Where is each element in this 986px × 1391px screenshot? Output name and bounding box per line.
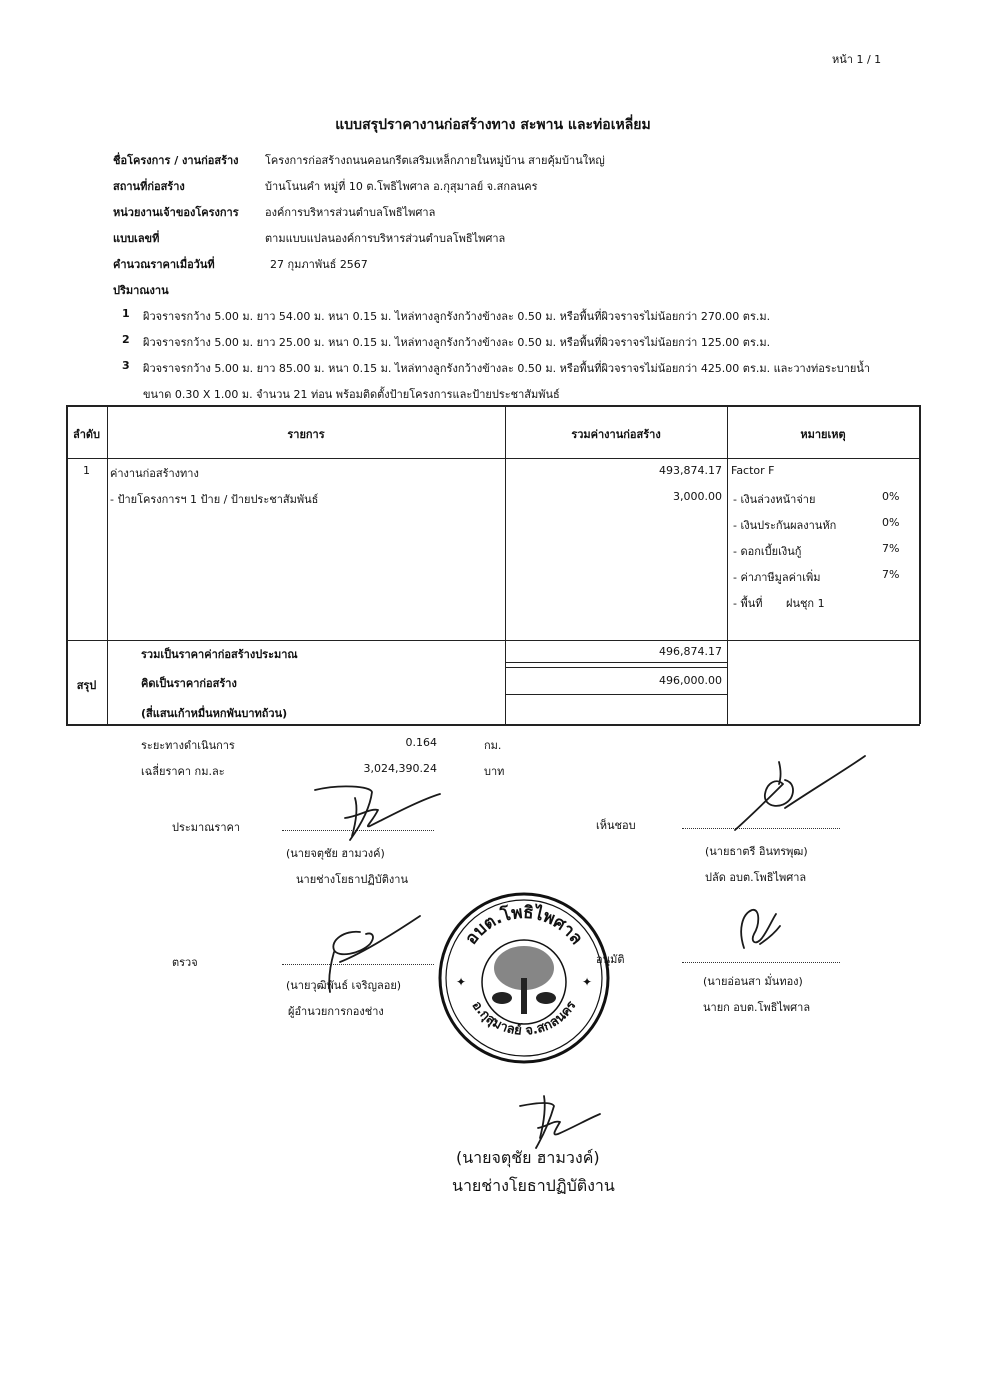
- header-item: รายการ: [287, 428, 325, 441]
- final-value: 496,000.00: [659, 674, 722, 687]
- page-number: หน้า 1 / 1: [832, 53, 882, 66]
- sum-label: รวมเป็นราคาค่าก่อสร้างประมาณ: [141, 648, 298, 661]
- authorize-label: อนุมัติ: [596, 953, 625, 966]
- signature-authorize: [730, 900, 790, 960]
- check-name: (นายวุฒิพันธ์ เจริญลอย): [286, 979, 402, 992]
- estimate-name: (นายจตุชัย ฮามวงค์): [286, 847, 385, 860]
- quantity-text: ผิวจราจรกว้าง 5.00 ม. ยาว 25.00 ม. หนา 0.15 ม. ไหล่ทางลูกรังกว้างข้างละ 0.50 ม. หรือพื้นที่ผิวจราจรไม่น้อยกว่า 125.00 ตร.ม.: [143, 336, 771, 349]
- document-title: แบบสรุปราคางานก่อสร้างทาง สะพาน และท่อเหลี่ยม: [335, 117, 651, 133]
- distance-unit: กม.: [484, 739, 502, 752]
- remark-label: - เงินล่วงหน้าจ่าย: [733, 493, 816, 506]
- sum-value: 496,874.17: [659, 645, 722, 658]
- estimate-position: นายช่างโยธาปฏิบัติงาน: [296, 873, 408, 886]
- avg-unit: บาท: [484, 765, 505, 778]
- info-label: ชื่อโครงการ / งานก่อสร้าง: [113, 154, 239, 167]
- approve-position: ปลัด อบต.โพธิไพศาล: [705, 871, 807, 884]
- check-position: ผู้อำนวยการกองช่าง: [288, 1005, 384, 1018]
- quantity-no: 3: [122, 359, 130, 372]
- svg-text:✦: ✦: [456, 975, 467, 989]
- remark-label: - ดอกเบี้ยเงินกู้: [733, 545, 802, 558]
- quantity-no: 2: [122, 333, 130, 346]
- seal-top-text: อบต.โพธิไพศาล: [461, 902, 587, 949]
- header-no: ลำดับ: [72, 428, 101, 441]
- approve-name: (นายธาตรี อินทรพุฒ): [705, 845, 808, 858]
- info-value: องค์การบริหารส่วนตำบลโพธิไพศาล: [265, 206, 436, 219]
- remark-value: 7%: [882, 568, 900, 581]
- remarks-title: Factor F: [731, 464, 775, 477]
- info-label: คำนวณราคาเมื่อวันที่: [113, 258, 215, 271]
- header-remark: หมายเหตุ: [800, 428, 846, 441]
- info-label: หน่วยงานเจ้าของโครงการ: [113, 206, 239, 219]
- table-row-total: 493,874.17: [659, 464, 722, 477]
- remark-label: - พื้นที่: [733, 597, 763, 610]
- quantity-no: 1: [122, 307, 130, 320]
- footer-position: นายช่างโยธาปฏิบัติงาน: [452, 1176, 615, 1195]
- quantity-text: ผิวจราจรกว้าง 5.00 ม. ยาว 85.00 ม. หนา 0.15 ม. ไหล่ทางลูกรังกว้างข้างละ 0.50 ม. หรือพื้นที่ผิวจราจรไม่น้อยกว่า 425.00 ตร.ม. และวางท่อระบายน้ำ: [143, 362, 871, 375]
- approve-label: เห็นชอบ: [596, 819, 636, 832]
- table-row-item: - ป้ายโครงการฯ 1 ป้าย / ป้ายประชาสัมพันธ์: [110, 493, 319, 506]
- remark-label: - เงินประกันผลงานหัก: [733, 519, 837, 532]
- footer-name: (นายจตุชัย ฮามวงค์): [456, 1148, 600, 1167]
- table-row-item: ค่างานก่อสร้างทาง: [110, 467, 199, 480]
- info-value: 27 กุมภาพันธ์ 2567: [270, 258, 368, 271]
- remark-value: 0%: [882, 490, 900, 503]
- estimate-label: ประมาณราคา: [172, 821, 241, 834]
- avg-label: เฉลี่ยราคา กม.ละ: [141, 765, 225, 778]
- seal-bottom-text: อ.กุสุมาลย์ จ.สกลนคร: [468, 998, 580, 1039]
- info-value: ตามแบบแปลนองค์การบริหารส่วนตำบลโพธิไพศาล: [265, 232, 506, 245]
- svg-text:✦: ✦: [582, 975, 593, 989]
- official-seal: [436, 890, 612, 1066]
- quantity-label: ปริมาณงาน: [113, 284, 169, 297]
- header-total: รวมค่างานก่อสร้าง: [571, 428, 661, 441]
- remark-value: ฝนชุก 1: [786, 597, 825, 610]
- info-value: บ้านโนนคำ หมู่ที่ 10 ต.โพธิไพศาล อ.กุสุมาลย์ จ.สกลนคร: [265, 180, 538, 193]
- remark-value: 0%: [882, 516, 900, 529]
- final-words: (สี่แสนเก้าหมื่นหกพันบาทถ้วน): [141, 707, 288, 720]
- final-label: คิดเป็นราคาก่อสร้าง: [141, 677, 237, 690]
- info-label: แบบเลขที่: [113, 232, 160, 245]
- check-label: ตรวจ: [172, 956, 198, 969]
- table-row-no: 1: [83, 464, 90, 477]
- authorize-position: นายก อบต.โพธิไพศาล: [703, 1001, 811, 1014]
- remark-value: 7%: [882, 542, 900, 555]
- signature-approve: [715, 748, 875, 838]
- quantity-text-cont: ขนาด 0.30 X 1.00 ม. จำนวน 21 ท่อน พร้อมติดตั้งป้ายโครงการและป้ายประชาสัมพันธ์: [143, 388, 560, 401]
- remark-label: - ค่าภาษีมูลค่าเพิ่ม: [733, 571, 821, 584]
- quantity-text: ผิวจราจรกว้าง 5.00 ม. ยาว 54.00 ม. หนา 0.15 ม. ไหล่ทางลูกรังกว้างข้างละ 0.50 ม. หรือพื้นที่ผิวจราจรไม่น้อยกว่า 270.00 ตร.ม.: [143, 310, 771, 323]
- info-value: โครงการก่อสร้างถนนคอนกรีตเสริมเหล็กภายในหมู่บ้าน สายคุ้มบ้านใหญ่: [265, 154, 605, 167]
- info-label: สถานที่ก่อสร้าง: [113, 180, 185, 193]
- authorize-name: (นายอ่อนสา มั่นทอง): [703, 975, 803, 988]
- avg-value: 3,024,390.24: [363, 762, 437, 775]
- summary-label: สรุป: [76, 679, 97, 692]
- distance-label: ระยะทางดำเนินการ: [141, 739, 235, 752]
- table-row-total: 3,000.00: [673, 490, 722, 503]
- distance-value: 0.164: [405, 736, 437, 749]
